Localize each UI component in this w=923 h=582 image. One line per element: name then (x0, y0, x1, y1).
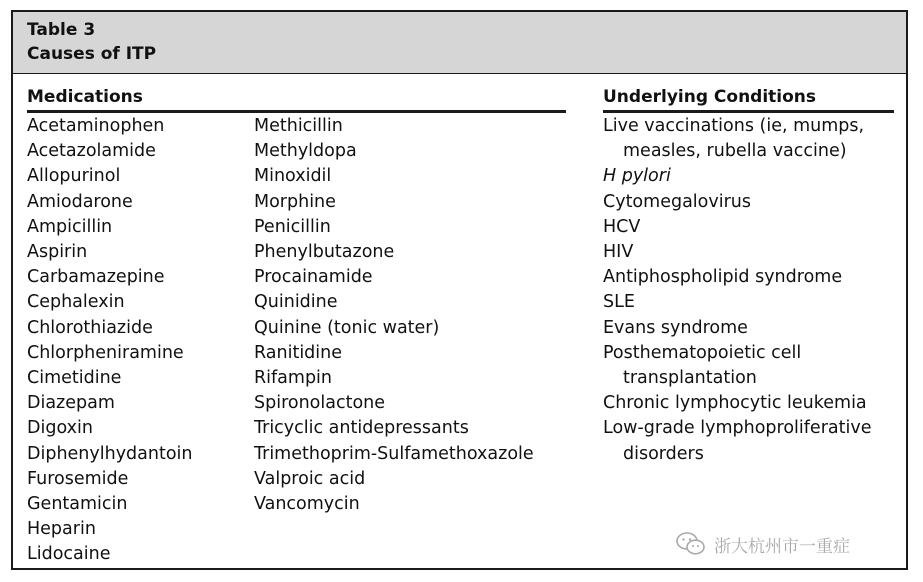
medication-item: Minoxidil (254, 166, 332, 187)
condition-item (603, 240, 903, 265)
medication-item: Cephalexin (27, 292, 125, 313)
condition-text: Chronic lymphocytic leukemia (603, 393, 867, 414)
condition-text: HCV (603, 216, 641, 237)
medication-item: Procainamide (254, 267, 373, 288)
condition-item (603, 114, 903, 164)
condition-item (603, 164, 903, 189)
conditions-header-rule (603, 110, 894, 113)
medication-item: Amiodarone (27, 191, 133, 212)
watermark (670, 527, 856, 561)
medication-item: Quinidine (254, 292, 338, 313)
medication-item: Furosemide (27, 468, 129, 489)
medication-item: Acetazolamide (27, 141, 156, 162)
conditions-list (603, 114, 903, 467)
medication-item: Rifampin (254, 368, 333, 389)
wechat-icon (676, 531, 706, 557)
table-frame (11, 10, 908, 570)
medication-item: Vancomycin (254, 494, 360, 515)
medication-item: Acetaminophen (27, 116, 165, 136)
medications-list-2 (254, 114, 534, 517)
condition-item (603, 391, 903, 416)
condition-text-continued: disorders (623, 443, 704, 464)
condition-item (603, 316, 903, 341)
condition-item (603, 416, 903, 466)
condition-text-continued: measles, rubella vaccine) (623, 141, 847, 162)
condition-text: Antiphospholipid syndrome (603, 267, 843, 288)
condition-text: SLE (603, 292, 635, 313)
medication-item: Gentamicin (27, 494, 128, 515)
medication-item: Carbamazepine (27, 267, 165, 288)
condition-text-continued: transplantation (623, 368, 757, 389)
condition-item (603, 265, 903, 290)
condition-text: HIV (603, 242, 634, 263)
medications-header: Medications (27, 87, 143, 107)
medication-item: Penicillin (254, 216, 331, 237)
condition-item (603, 215, 903, 240)
medication-item: Tricyclic antidepressants (254, 418, 469, 439)
condition-text: Low-grade lymphoproliferative (603, 418, 872, 439)
condition-text: Posthematopoietic cell (603, 342, 802, 363)
medication-item: Morphine (254, 191, 336, 212)
medications-header-rule (27, 110, 566, 113)
medication-item: Allopurinol (27, 166, 121, 187)
medication-item: Aspirin (27, 242, 88, 263)
medication-item: Ranitidine (254, 342, 343, 363)
medication-item: Valproic acid (254, 468, 366, 489)
medication-item: Diazepam (27, 393, 115, 414)
medication-item: Chlorpheniramine (27, 342, 184, 363)
condition-text: Cytomegalovirus (603, 191, 751, 212)
table-label: Table 3 (27, 20, 96, 40)
watermark-text: 浙大杭州市一重症 (714, 536, 850, 557)
condition-item (603, 341, 903, 391)
medication-item: Methicillin (254, 116, 343, 136)
table-title: Causes of ITP (27, 44, 157, 64)
medication-item: Chlorothiazide (27, 317, 153, 338)
medications-list-1 (27, 114, 193, 568)
medication-item: Digoxin (27, 418, 93, 439)
table-header-band (13, 12, 906, 74)
conditions-header: Underlying Conditions (603, 87, 817, 107)
medication-item: Lidocaine (27, 544, 111, 565)
medication-item: Quinine (tonic water) (254, 317, 440, 338)
medication-item: Heparin (27, 519, 96, 540)
condition-text: Evans syndrome (603, 317, 748, 338)
medication-item: Phenylbutazone (254, 242, 395, 263)
medication-item: Cimetidine (27, 368, 122, 389)
condition-item (603, 190, 903, 215)
medication-item: Spironolactone (254, 393, 386, 414)
condition-text: Live vaccinations (ie, mumps, (603, 116, 865, 136)
medication-item: Trimethoprim-Sulfamethoxazole (254, 443, 534, 464)
medication-item: Methyldopa (254, 141, 357, 162)
condition-item (603, 290, 903, 315)
condition-text: H pylori (603, 166, 671, 187)
medication-item: Diphenylhydantoin (27, 443, 193, 464)
medication-item: Ampicillin (27, 216, 113, 237)
